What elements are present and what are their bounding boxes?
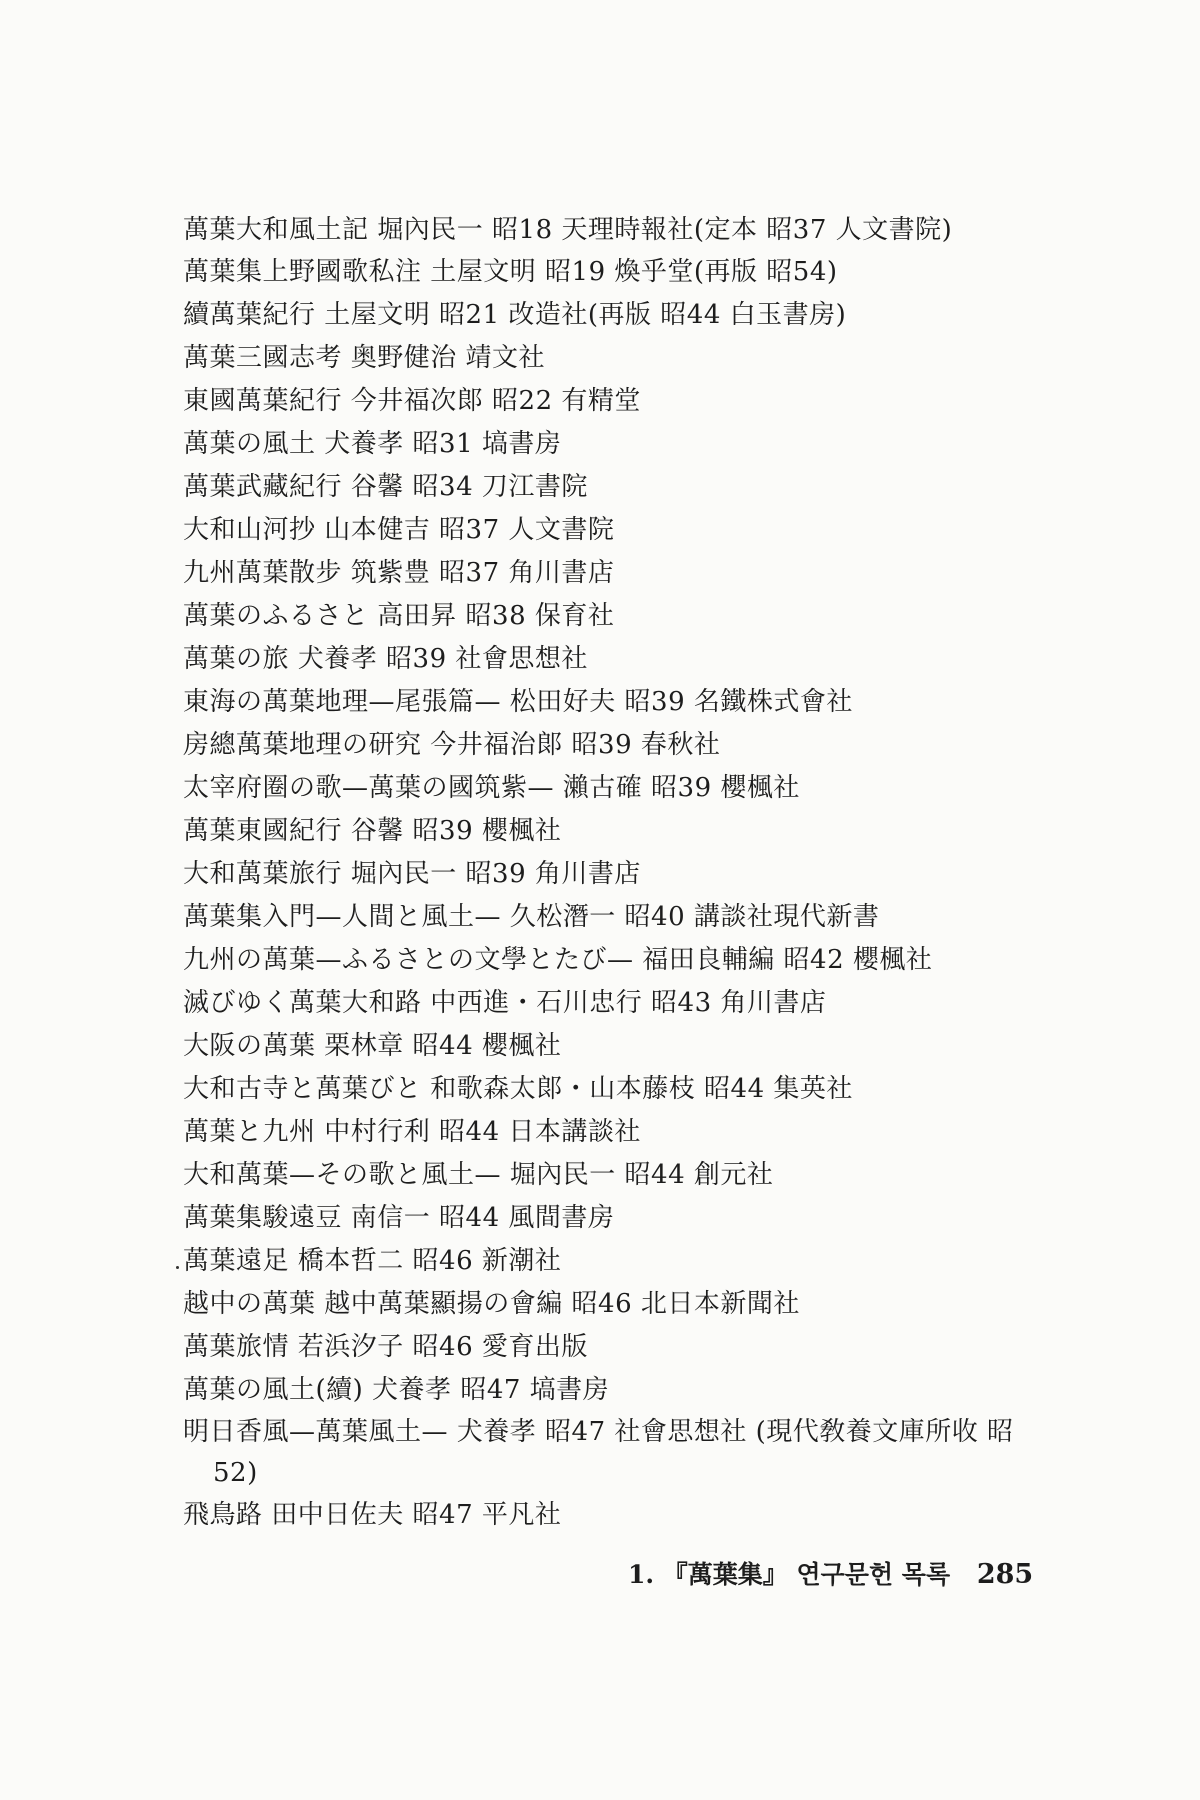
bibliography-entry: 大和萬葉旅行 堀內民一 昭39 角川書店	[183, 859, 641, 889]
bibliography-entry: 大和山河抄 山本健吉 昭37 人文書院	[183, 515, 615, 545]
bibliography-entry: 萬葉の風土 犬養孝 昭31 塙書房	[183, 429, 562, 459]
bibliography-entry: 萬葉集駿遠豆 南信一 昭44 風間書房	[183, 1203, 615, 1233]
page-number: 285	[976, 1559, 1034, 1590]
bibliography-entry: 萬葉三國志考 奥野健治 靖文社	[183, 343, 546, 373]
bibliography-list	[183, 210, 1043, 1537]
bibliography-entry: 滅びゆく萬葉大和路 中西進・石川忠行 昭43 角川書店	[183, 988, 827, 1018]
bibliography-entry: 萬葉武藏紀行 谷馨 昭34 刀江書院	[183, 472, 588, 502]
bibliography-entry: 萬葉旅情 若浜汐子 昭46 愛育出版	[183, 1332, 588, 1362]
bibliography-entry: 萬葉大和風土記 堀內民一 昭18 天理時報社(定本 昭37 人文書院)	[183, 215, 953, 245]
bibliography-entry: 大阪の萬葉 栗林章 昭44 櫻楓社	[183, 1031, 562, 1061]
bibliography-entry: 萬葉東國紀行 谷馨 昭39 櫻楓社	[183, 816, 562, 846]
bibliography-entry: 大和萬葉—その歌と風土— 堀內民一 昭44 創元社	[183, 1160, 774, 1190]
bibliography-entry: 萬葉のふるさと 高田昇 昭38 保育社	[183, 601, 615, 631]
bibliography-entry: 九州の萬葉—ふるさとの文學とたび— 福田良輔編 昭42 櫻楓社	[183, 945, 933, 975]
bibliography-entry: 萬葉遠足 橋本哲二 昭46 新潮社	[183, 1246, 562, 1276]
bibliography-entry: 大和古寺と萬葉びと 和歌森太郞・山本藤枝 昭44 集英社	[183, 1074, 853, 1104]
bibliography-entry: 九州萬葉散步 筑紫豊 昭37 角川書店	[183, 558, 615, 588]
bibliography-entry: 飛鳥路 田中日佐夫 昭47 平凡社	[183, 1500, 562, 1530]
bibliography-entry: 房總萬葉地理の研究 今井福治郞 昭39 春秋社	[183, 730, 721, 760]
bibliography-entry: 東國萬葉紀行 今井福次郞 昭22 有精堂	[183, 386, 641, 416]
bibliography-entry: 東海の萬葉地理—尾張篇— 松田好夫 昭39 名鐵株式會社	[183, 687, 853, 717]
bibliography-entry: 明日香風—萬葉風土— 犬養孝 昭47 社會思想社 (現代敎養文庫所收 昭52)	[183, 1417, 1014, 1488]
bibliography-entry: 續萬葉紀行 土屋文明 昭21 改造社(再版 昭44 白玉書房)	[183, 300, 847, 330]
bibliography-entry: 萬葉と九州 中村行利 昭44 日本講談社	[183, 1117, 641, 1147]
bibliography-entry: 萬葉の風土(續) 犬養孝 昭47 塙書房	[183, 1375, 610, 1405]
running-footer-title: 1. 『萬葉集』 연구문헌 목록	[628, 1560, 951, 1589]
bibliography-entry: 萬葉集上野國歌私注 土屋文明 昭19 煥乎堂(再版 昭54)	[183, 257, 838, 287]
bibliography-entry: 萬葉の旅 犬養孝 昭39 社會思想社	[183, 644, 588, 674]
stray-ink-mark	[176, 1266, 179, 1269]
bibliography-entry: 萬葉集入門—人間と風土— 久松潛一 昭40 講談社現代新書	[183, 902, 880, 932]
bibliography-entry: 太宰府圈の歌—萬葉の國筑紫— 瀨古確 昭39 櫻楓社	[183, 773, 800, 803]
page-footer	[628, 1555, 1033, 1591]
bibliography-entry: 越中の萬葉 越中萬葉顯揚の會編 昭46 北日本新聞社	[183, 1289, 800, 1319]
